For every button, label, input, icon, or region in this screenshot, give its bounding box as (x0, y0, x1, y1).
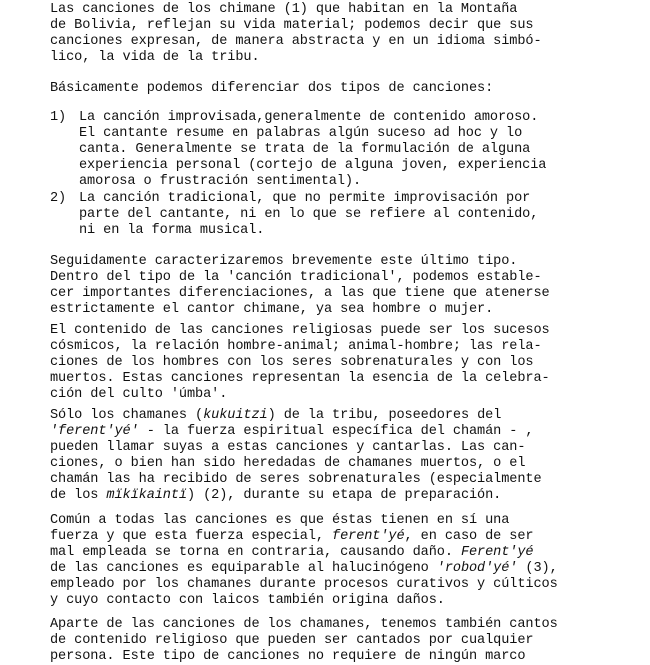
list-item-2-number: 2) (50, 191, 67, 206)
paragraph-3-line-3: cer importantes diferenciaciones, a las que tiene que atenerse (50, 286, 550, 301)
paragraph-4-line-3: ciones de los hombres con los seres sobrenaturales y con los (50, 355, 534, 370)
list-item-1-number: 1) (50, 110, 67, 125)
paragraph-3-line-1: Seguidamente caracterizaremos brevemente este último tipo. (50, 254, 518, 269)
paragraph-4-line-2: cósmicos, la relación hombre-animal; animal-hombre; las rela- (50, 339, 542, 354)
paragraph-6-line-6: y cuyo contacto con laicos también origina daños. (50, 593, 445, 608)
paragraph-1-line-4: lico, la vida de la tribu. (50, 50, 260, 65)
p5-l6-a: de los (50, 488, 107, 503)
paragraph-6-line-2 (50, 529, 533, 545)
list-item-1-line-2: El cantante resume en palabras algún suceso ad hoc y lo (79, 126, 523, 141)
paragraph-3-line-4: estrictamente el cantor chimane, ya sea hombre o mujer. (50, 302, 494, 317)
paragraph-5-line-1 (50, 408, 501, 424)
paragraph-4-line-1: El contenido de las canciones religiosas puede ser los sucesos (50, 323, 550, 338)
p6-term-ferentye: ferent'yé (332, 529, 405, 544)
p6-l2-a: fuerza y que esta fuerza especial, (50, 529, 333, 544)
paragraph-5-line-2 (50, 424, 533, 440)
paragraph-6-line-5: empleado por los chamanes durante procesos curativos y cúlticos (50, 577, 558, 592)
paragraph-2-line-1: Básicamente podemos diferenciar dos tipos de canciones: (50, 81, 494, 96)
paragraph-7-line-2: de contenido religioso que pueden ser cantados por cualquier (50, 633, 534, 648)
paragraph-5-line-5: chamán las ha recibido de seres sobrenaturales (especialmente (50, 472, 542, 487)
p5-l6-c: ) (2), durante su etapa de preparación. (186, 488, 502, 503)
paragraph-5-line-3: pueden llamar suyas a estas canciones y cantarlas. Las can- (50, 440, 526, 455)
paragraph-6-line-1: Común a todas las canciones es que éstas tienen en sí una (50, 513, 510, 528)
paragraph-1-line-2: de Bolivia, reflejan su vida material; podemos decir que sus (50, 18, 534, 33)
p5-l2-b: - la fuerza espiritual específica del chamán - , (138, 424, 534, 439)
p5-term-ferentye: 'ferent'yé' (50, 424, 139, 439)
p6-l2-c: , en caso de ser (404, 529, 534, 544)
paragraph-3-line-2: Dentro del tipo de la 'canción tradicional', podemos estable- (50, 270, 542, 285)
paragraph-7-line-3: persona. Este tipo de canciones no requiere de ningún marco (50, 649, 526, 664)
list-item-1-line-4: experiencia personal (cortejo de alguna joven, experiencia (79, 158, 547, 173)
list-item-2-line-1: La canción tradicional, que no permite improvisación por (79, 191, 531, 206)
p6-l4-a: de las canciones es equiparable al halucinógeno (50, 561, 437, 576)
list-item-1-line-1: La canción improvisada,generalmente de contenido amoroso. (79, 110, 539, 125)
paragraph-1-line-3: canciones expresan, de manera abstracta y en un idioma simbó- (50, 34, 542, 49)
list-item-1-line-3: canta. Generalmente se trata de la formulación de alguna (79, 142, 531, 157)
paragraph-5-line-6 (50, 488, 501, 504)
paragraph-1-line-1: Las canciones de los chimane (1) que habitan en la Montaña (50, 2, 518, 17)
p5-l1-c: ) de la tribu, poseedores del (267, 408, 502, 423)
paragraph-6-line-4 (50, 561, 558, 577)
paragraph-6-line-3 (50, 545, 533, 561)
paragraph-5-line-4: ciones, o bien han sido heredadas de chamanes muertos, o el (50, 456, 526, 471)
list-item-2-line-2: parte del cantante, ni en lo que se refiere al contenido, (79, 207, 539, 222)
paragraph-7-line-1: Aparte de las canciones de los chamanes, tenemos también cantos (50, 617, 558, 632)
p6-term-robodye: 'robod'yé' (436, 561, 518, 576)
list-item-2-line-3: ni en la forma musical. (79, 223, 265, 238)
p5-term-mikikainti: mïkïkaintï (106, 488, 187, 503)
list-item-1-line-5: amorosa o frustración sentimental). (79, 174, 362, 189)
paragraph-4-line-4: muertos. Estas canciones representan la esencia de la celebra- (50, 371, 550, 386)
p6-l3-a: mal empleada se torna en contraria, causando daño. (50, 545, 461, 560)
p6-term-ferentye-2: Ferent'yé (460, 545, 534, 560)
p5-l1-a: Sólo los chamanes ( (50, 408, 204, 423)
p6-l4-c: (3), (517, 561, 558, 576)
paragraph-4-line-5: ción del culto 'úmba'. (50, 387, 228, 402)
p5-term-kukuitzi: kukuitzi (203, 408, 268, 423)
